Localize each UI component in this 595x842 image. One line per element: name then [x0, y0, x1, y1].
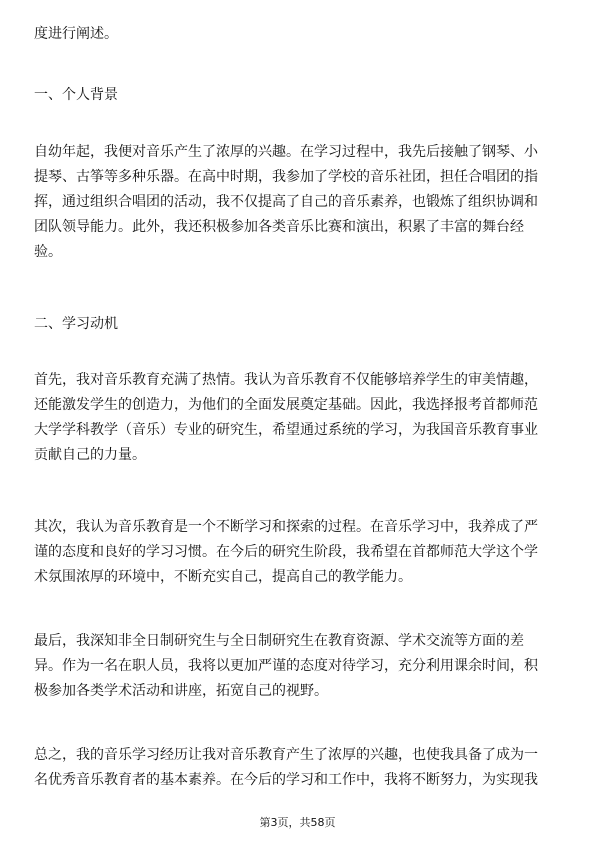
paragraph-line: 首先，我对音乐教育充满了热情。我认为音乐教育不仅能够培养学生的审美情趣，: [34, 372, 538, 388]
personal-background-paragraph: [34, 140, 561, 265]
paragraph-line: 异。作为一名在职人员，我将以更加严谨的态度对待学习，充分利用课余时间，积: [34, 658, 538, 674]
page-number-footer: 第3页，共58页: [259, 816, 336, 829]
paragraph-line: 大学学科教学（音乐）专业的研究生，希望通过系统的学习，为我国音乐教育事业: [34, 422, 538, 438]
paragraph-line: 自幼年起，我便对音乐产生了浓厚的兴趣。在学习过程中，我先后接触了钢琴、小: [34, 144, 538, 160]
paragraph-line: 极参加各类学术活动和讲座，拓宽自己的视野。: [34, 683, 328, 699]
intro-tail-paragraph: [34, 22, 561, 47]
conclusion-paragraph: [34, 743, 561, 793]
section-heading-study-motivation: 二、学习动机: [34, 316, 118, 332]
paragraph-line: 贡献自己的力量。: [34, 447, 146, 463]
motivation-paragraph-first: [34, 368, 561, 468]
paragraph-line: 度进行阐述。: [34, 26, 118, 42]
paragraph-line: 验。: [34, 244, 62, 260]
paragraph-line: 谨的态度和良好的学习习惯。在今后的研究生阶段，我希望在首都师范大学这个学: [34, 544, 538, 560]
paragraph-line: 提琴、古筝等多种乐器。在高中时期，我参加了学校的音乐社团，担任合唱团的指: [34, 169, 538, 185]
paragraph-line: 团队领导能力。此外，我还积极参加各类音乐比赛和演出，积累了丰富的舞台经: [34, 219, 524, 235]
paragraph-line: 其次，我认为音乐教育是一个不断学习和探索的过程。在音乐学习中，我养成了严: [34, 519, 538, 535]
paragraph-line: 还能激发学生的创造力，为他们的全面发展奠定基础。因此，我选择报考首都师范: [34, 397, 538, 413]
paragraph-line: 名优秀音乐教育者的基本素养。在今后的学习和工作中，我将不断努力，为实现我: [34, 772, 538, 788]
paragraph-line: 挥，通过组织合唱团的活动，我不仅提高了自己的音乐素养，也锻炼了组织协调和: [34, 194, 538, 210]
motivation-paragraph-third: [34, 629, 561, 704]
section-heading-personal-background: 一、个人背景: [34, 87, 118, 103]
paragraph-line: 总之，我的音乐学习经历让我对音乐教育产生了浓厚的兴趣，也使我具备了成为一: [34, 747, 538, 763]
motivation-paragraph-second: [34, 515, 561, 590]
paragraph-line: 最后，我深知非全日制研究生与全日制研究生在教育资源、学术交流等方面的差: [34, 633, 524, 649]
paragraph-line: 术氛围浓厚的环境中，不断充实自己，提高自己的教学能力。: [34, 569, 412, 585]
